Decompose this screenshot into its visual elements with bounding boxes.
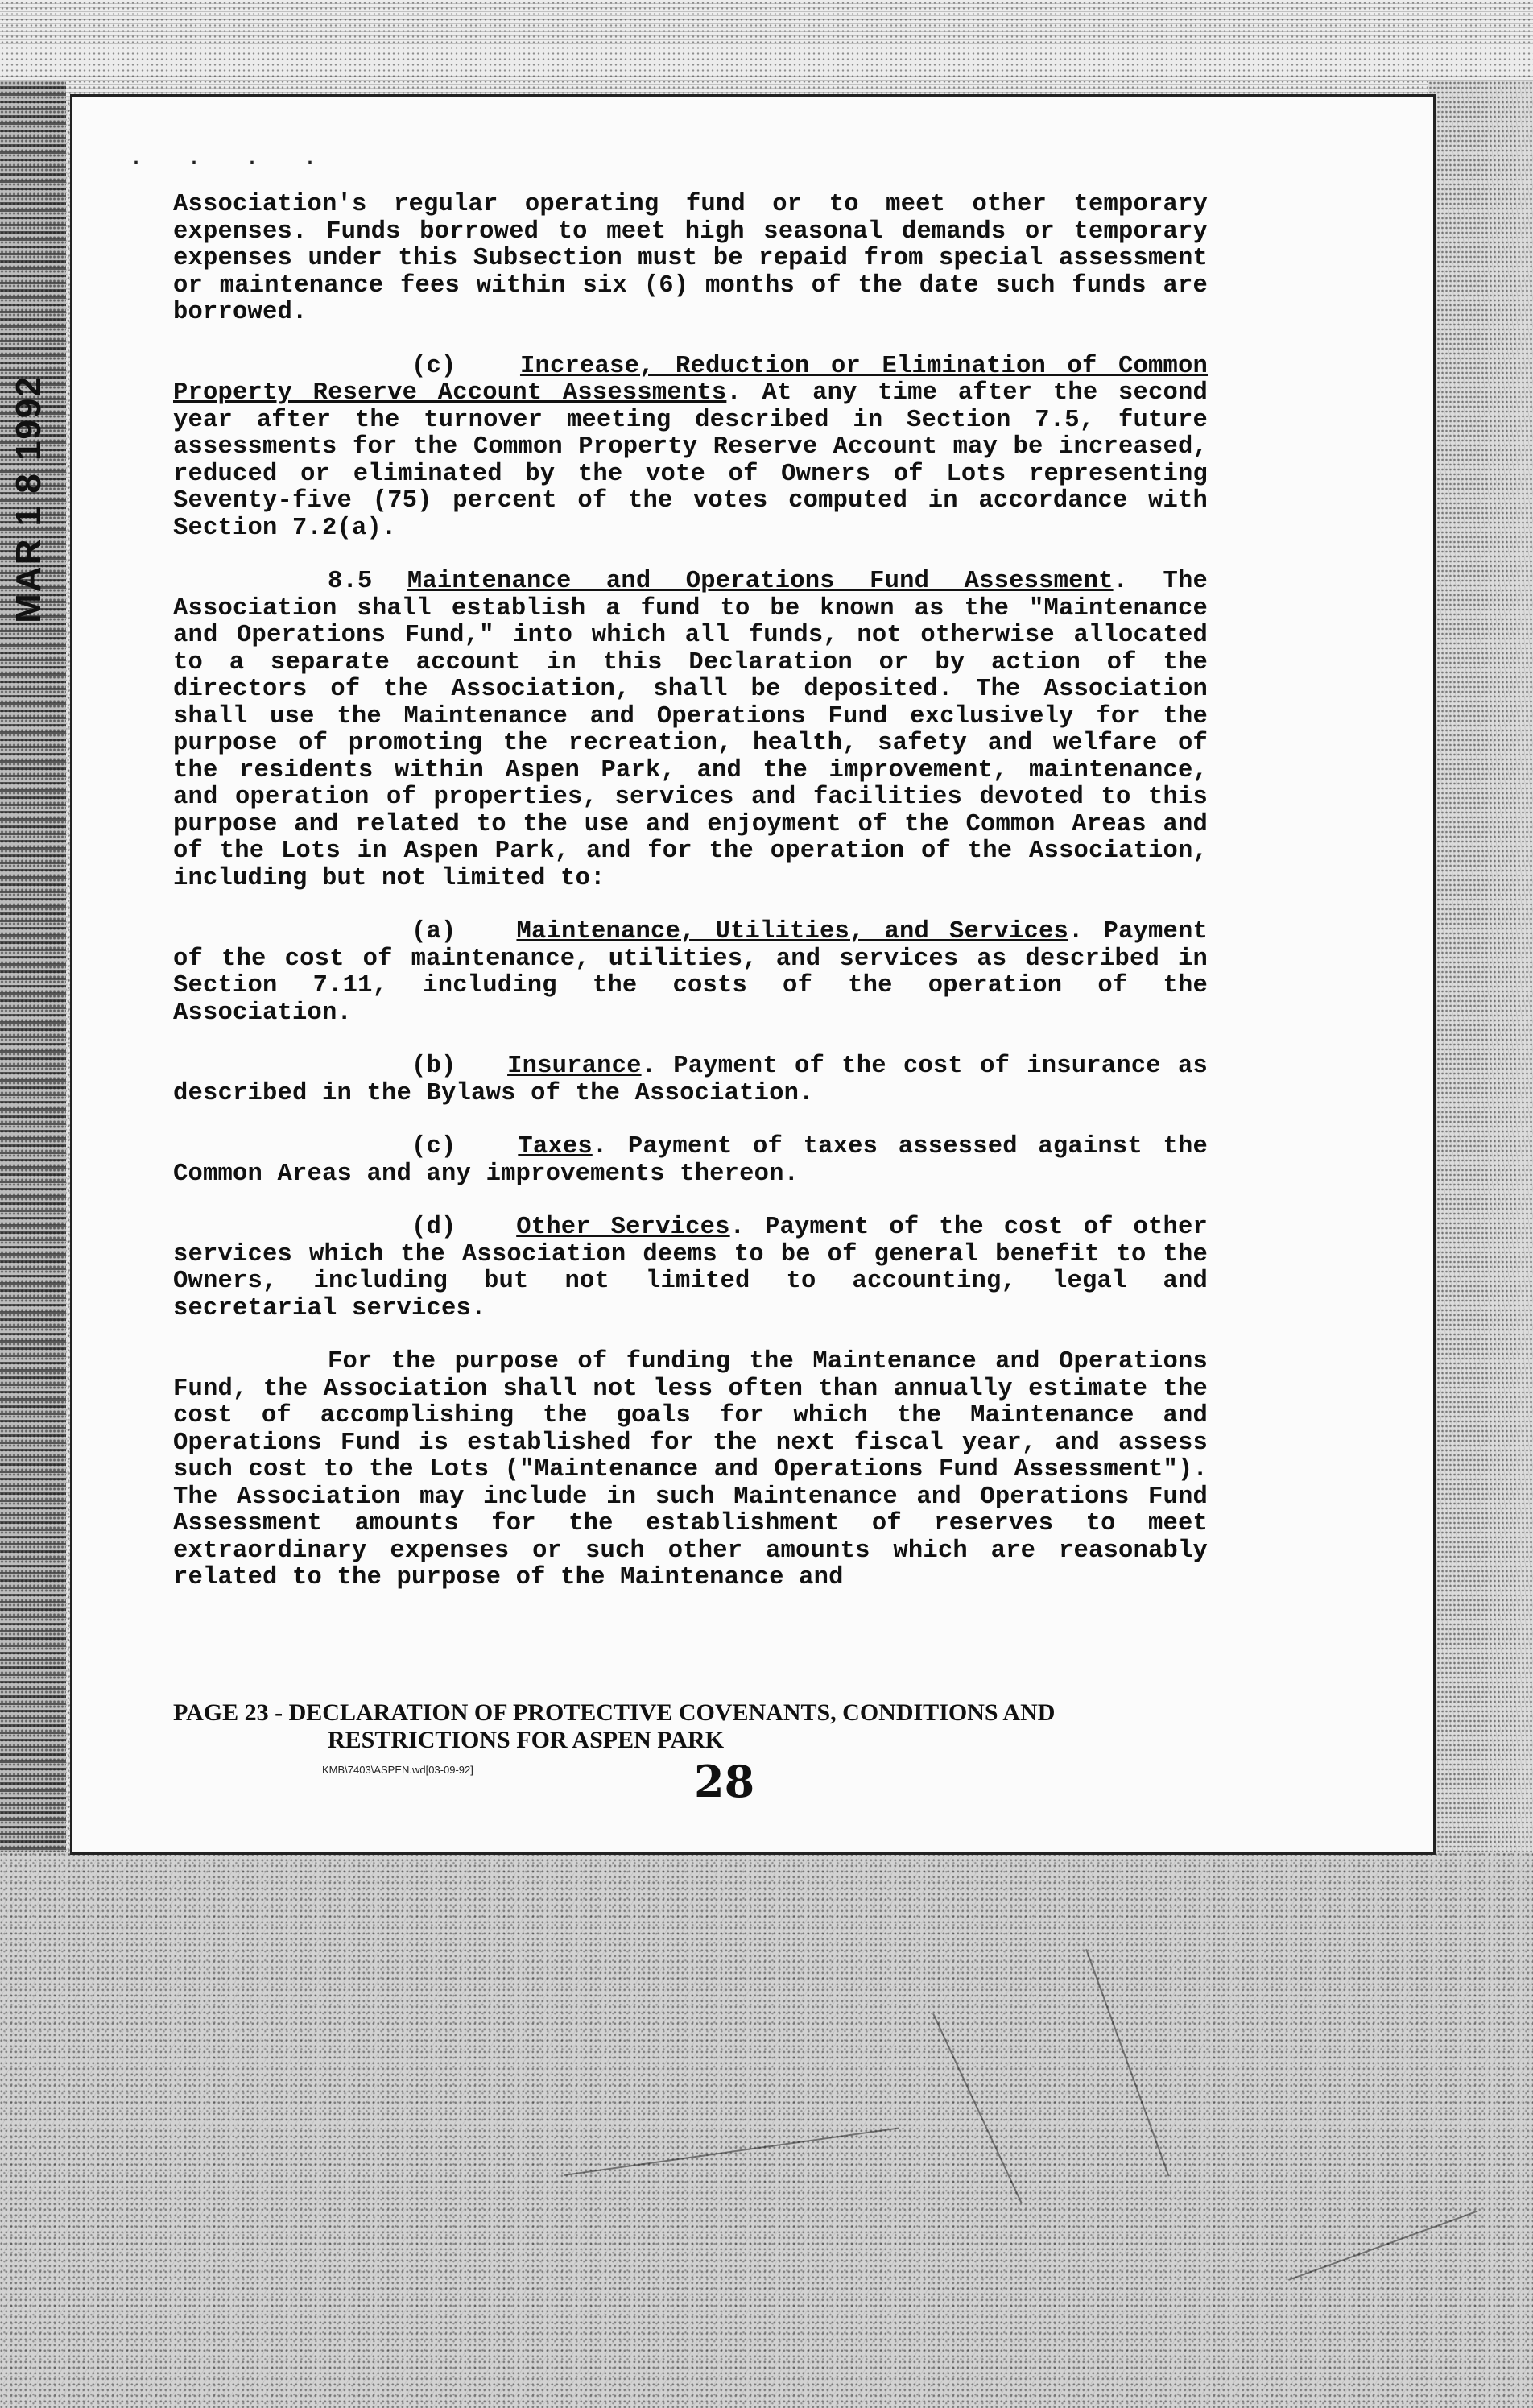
heading-other-services: Other Services (516, 1214, 730, 1241)
page-footer (173, 1699, 1208, 1754)
scan-top-edge (0, 0, 1533, 97)
item-b: (b) Insurance. Payment of the cost of insurance as described in the Bylaws of the Association. (173, 1053, 1208, 1107)
heading-taxes: Taxes (518, 1133, 593, 1161)
stamp-date: MAR 1 8 1992 (9, 375, 49, 623)
scan-specks: . . . . (129, 145, 333, 172)
item-c: (c) Taxes. Payment of taxes assessed against the Common Areas and any improvements thereon. (173, 1133, 1208, 1188)
paragraph-borrowed-funds: Association's regular operating fund or to meet other temporary expenses. Funds borrowed to meet high seasonal demands or temporary expenses under this Subsection must be repaid from special assessment or maintenance fees within six (6) months of the date such funds are borrowed. (173, 191, 1208, 326)
footer-line-1: PAGE 23 - DECLARATION OF PROTECTIVE COVENANTS, CONDITIONS AND (173, 1699, 1056, 1726)
item-d: (d) Other Services. Payment of the cost of other services which the Association deems to be of general benefit to the Owners, including but not limited to accounting, legal and secretarial services. (173, 1214, 1209, 1322)
scan-bottom-area (0, 1852, 1533, 2408)
paragraph-reserve-assessments: (c) Increase, Reduction or Elimination of Common Property Reserve Account Assessments. At any time after the second year after the turnover meeting described in Section 7.5, future assessments for the Common Property Reserve Account may be increased, reduced or eliminated by the vote of Owners of Lots representing Seventy-five (75) percent of the votes computed in accordance with Section 7.2(a). (173, 352, 1208, 542)
heading-insurance: Insurance (507, 1053, 642, 1080)
paragraph-funding-purpose: For the purpose of funding the Maintenance and Operations Fund, the Association shall not less often than annually estimate the cost of accomplishing the goals for which the Maintenance and Operations Fund is established for the next fiscal year, and assess such cost to the Lots ("Maintenance and Operations Fund Assessment"). The Association may include in such Maintenance and Operations Fund Assessment amounts for the establishment of reserves to meet extraordinary expenses or such other amounts which are reasonably related to the purpose of the Maintenance and (173, 1348, 1208, 1591)
received-date-stamp (5, 375, 53, 623)
heading-increase-reduction: Increase, Reduction or Elimination of Common Property Reserve Account Assessments (173, 352, 1208, 407)
file-reference: KMB\7403\ASPEN.wd[03-09-92] (322, 1764, 473, 1776)
document-body (173, 192, 1208, 1619)
heading-maintenance-fund: Maintenance and Operations Fund Assessment (407, 568, 1114, 595)
section-8-5: 8.5 Maintenance and Operations Fund Assessment. The Association shall establish a fund to be known as the "Maintenance and Operations Fund," into which all funds, not otherwise allocated to a separate account in this Declaration or by action of the directors of the Association, shall be deposited. The Association shall use the Maintenance and Operations Fund exclusively for the purpose of promoting the recreation, health, safety and welfare of the residents within Aspen Park, and the improvement, maintenance, and operation of properties, services and facilities devoted to this purpose and related to the use and enjoyment of the Common Areas and of the Lots in Aspen Park, and for the operation of the Association, including but not limited to: (173, 568, 1209, 892)
item-a: (a) Maintenance, Utilities, and Services. Payment of the cost of maintenance, utilities, and services as described in Section 7.11, including the costs of the operation of the Association. (173, 918, 1209, 1027)
handwritten-page-number: 28 (694, 1756, 755, 1807)
footer-line-2: RESTRICTIONS FOR ASPEN PARK (328, 1727, 725, 1753)
heading-maintenance-utilities: Maintenance, Utilities, and Services (516, 918, 1068, 945)
